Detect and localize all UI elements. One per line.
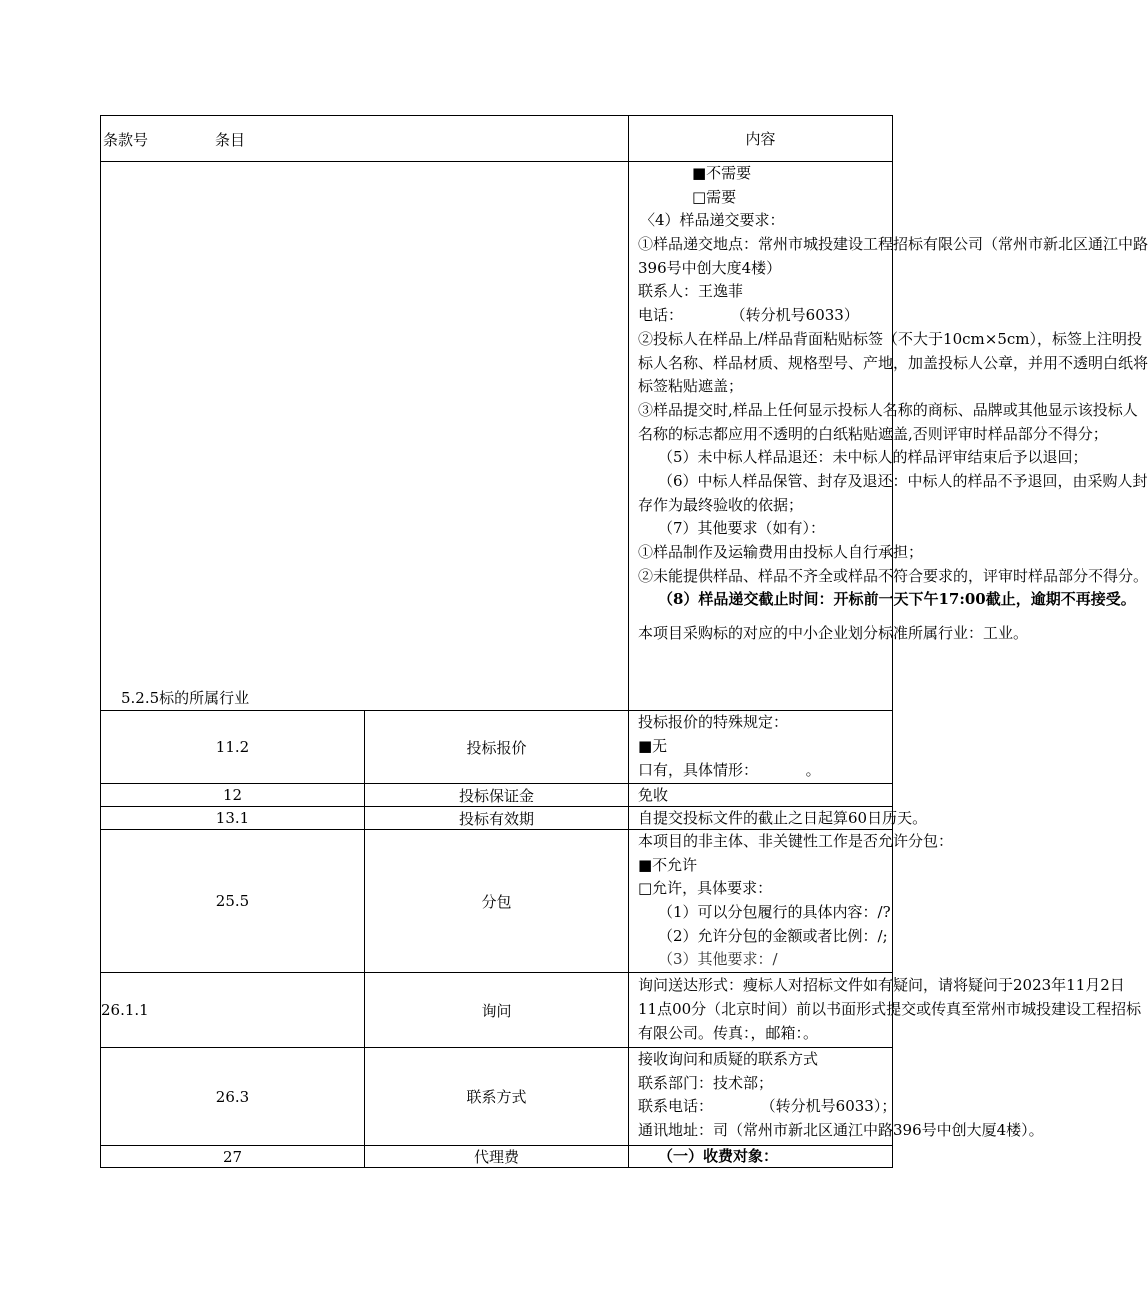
content-line: 联系人：王逸菲 [638,282,744,301]
content-line: （8）样品递交截止时间：开标前一天下午17:00截止，逾期不再接受。 [658,590,1136,609]
content-line: ■无 [638,737,668,756]
content-line: 接收询问和质疑的联系方式 [638,1050,819,1068]
content-line: 投标报价的特殊规定： [638,713,789,732]
clause-item: 联系方式 [365,1048,629,1146]
clause-item: 标的所属行业 [159,689,250,707]
content-line: 电话： （转分机号6033） [638,306,859,325]
table-row [101,807,893,830]
content-line: （6）中标人样品保管、封存及退还：中标人的样品不予退回，由采购人封 [658,471,1148,490]
clause-table [100,115,1148,1168]
content-line: ①样品递交地点：常州市城投建设工程招标有限公司（常州市新北区通江中路 [638,235,1148,254]
table-row [101,973,893,1048]
content-cell [629,1146,893,1168]
content-line: 本项目采购标的对应的中小企业划分标准所属行业：工业。 [638,624,1029,643]
content-line: 396号中创大度4楼） [638,258,782,277]
content-line: 名称的标志都应用不透明的白纸粘贴遮盖,否则评审时样品部分不得分； [638,424,1108,443]
header-left-cell [101,116,629,162]
content-line: ■不需要 [692,164,752,182]
clause-item: 投标报价 [365,711,629,784]
content-cell [629,711,893,784]
clause-item: 投标保证金 [365,784,629,807]
content-line: 通讯地址：司（常州市新北区通江中路396号中创大厦4楼）。 [638,1121,1044,1140]
header-clause-no: 条款号 [103,131,149,149]
spacer [638,612,892,622]
content-line: （1）可以分包履行的具体内容：/? [658,903,891,922]
content-line: 有限公司。传真：，邮箱：。 [638,1023,819,1042]
content-cell [629,1048,1044,1146]
content-cell [629,162,1148,711]
content-line: 联系部门：技术部； [638,1073,774,1092]
content-cell [629,973,1142,1048]
content-line: （3）其他要求：/ [658,950,778,969]
clause-item: 代理费 [365,1146,629,1168]
content-line: （一）收费对象： [658,1147,779,1165]
content-line: ■不允许 [638,855,698,874]
clause-cell [101,162,629,711]
clause-item: 询问 [365,973,629,1048]
content-line: 自提交投标文件的截止之日起算60日历天。 [638,809,928,827]
clause-number: 13.1 [101,807,365,830]
content-cell [629,830,954,973]
content-line: 〈4）样品递交要求： [640,211,785,230]
content-line: □需要 [692,187,737,206]
content-line: 本项目的非主体、非关键性工作是否允许分包： [638,832,954,850]
clause-number: 12 [101,784,365,807]
table-row [101,711,893,784]
content-line: 询问送达形式：瘦标人对招标文件如有疑问，请将疑问于2023年11月2日 [638,976,1125,995]
content-line: ②未能提供样品、样品不齐全或样品不符合要求的，评审时样品部分不得分。 [638,566,1148,585]
content-cell [629,807,928,830]
content-line: ②投标人在样品上/样品背面粘贴标签（不大于10cm×5cm），标签上注明投 [638,329,1143,348]
content-line: 11点00分（北京时间）前以书面形式提交或传真至常州市城投建设工程招标 [638,1000,1142,1019]
content-line: （5）未中标人样品退还：未中标人的样品评审结束后予以退回； [658,448,1088,467]
content-line: ①样品制作及运输费用由投标人自行承担； [638,543,924,561]
table-row [101,1048,893,1146]
table-row [101,1146,893,1168]
clause-number: 5.2.5 [121,689,160,707]
clause-number: 26.3 [101,1048,365,1146]
clause-number: 27 [101,1146,365,1168]
clause-item: 投标有效期 [365,807,629,830]
clause-item: 分包 [365,830,629,973]
content-cell [629,784,893,807]
content-line: （7）其他要求（如有）： [658,519,826,538]
header-content: 内容 [629,116,893,162]
content-line: □允许，具体要求： [638,879,773,898]
table-row [101,784,893,807]
table-row [101,162,893,711]
content-line: 联系电话： （转分机号6033）； [638,1097,897,1116]
content-line: 口有，具体情形： 。 [638,760,821,779]
content-line: 存作为最终验收的依据； [638,495,804,514]
clause-number: 26.1.1 [101,973,365,1048]
content-line: （2）允许分包的金额或者比例：/; [658,926,888,945]
table-header-row [101,116,893,162]
content-line: 标人名称、样品材质、规格型号、产地，加盖投标人公章，并用不透明白纸将 [638,353,1148,372]
content-line: 标签粘贴遮盖； [638,377,744,396]
content-line: ③样品提交时,样品上任何显示投标人名称的商标、品牌或其他显示该投标人 [638,400,1138,419]
clause-number: 11.2 [101,711,365,784]
header-item: 条目 [215,131,246,149]
table-row [101,830,893,973]
clause-number: 25.5 [101,830,365,973]
content-line: 免收 [638,786,669,804]
